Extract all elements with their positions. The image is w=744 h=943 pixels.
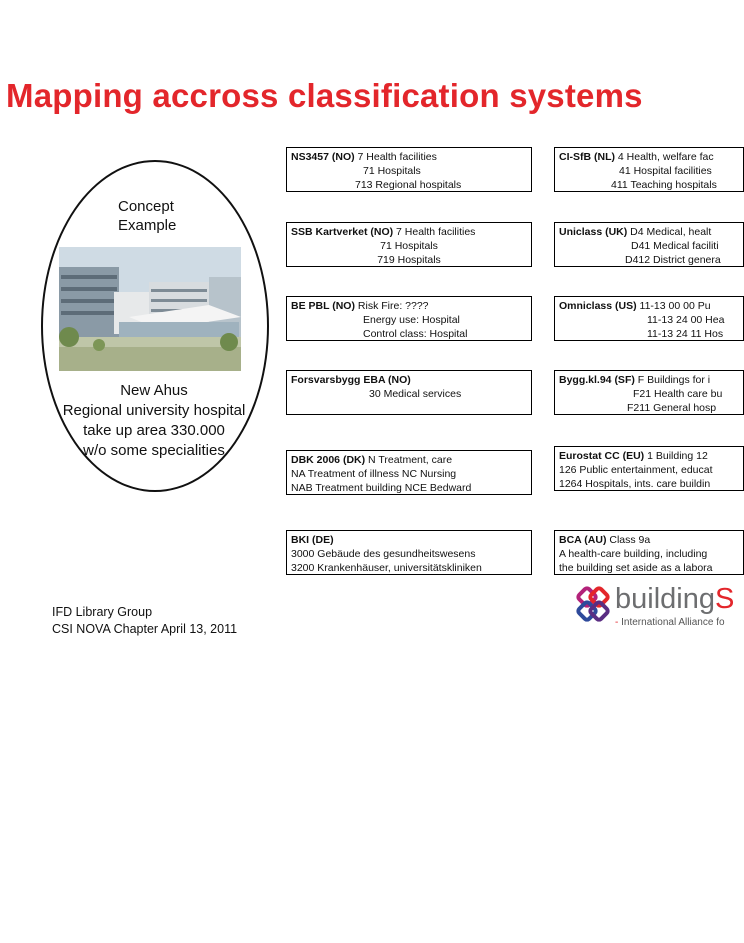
box-line2: A health-care building, including xyxy=(559,548,708,560)
classification-box-ci-sfb xyxy=(554,147,744,192)
footer-note xyxy=(52,604,237,638)
classification-box-forsvarsbygg-eba xyxy=(286,370,532,415)
classification-box-ssb-kartverket xyxy=(286,222,532,267)
footer-line1: IFD Library Group xyxy=(52,605,153,619)
box-line2: 41 Hospital facilities xyxy=(619,165,712,177)
box-line3: 3200 Krankenhäuser, universitätskliniken xyxy=(291,562,482,574)
box-line1-rest: 11-13 00 00 Pu xyxy=(636,300,711,312)
box-line3: D412 District genera xyxy=(625,254,721,266)
box-system-name: Omniclass (US) xyxy=(559,300,637,312)
box-line1-rest: 1 Building 12 xyxy=(644,450,708,462)
classification-box-bki xyxy=(286,530,532,575)
logo-tagline: International Alliance fo xyxy=(621,617,725,628)
box-line3: 1264 Hospitals, ints. care buildin xyxy=(559,478,711,490)
box-system-name: Eurostat CC (EU) xyxy=(559,450,645,462)
buildingsmart-logo-icon xyxy=(572,586,614,630)
box-system-name: DBK 2006 (DK) xyxy=(291,454,366,466)
box-line3: 713 Regional hospitals xyxy=(355,179,462,191)
concept-label-line1: Concept xyxy=(118,198,174,215)
box-system-name: Uniclass (UK) xyxy=(559,226,628,238)
box-system-name: BE PBL (NO) xyxy=(291,300,355,312)
caption-line1: New Ahus xyxy=(120,382,188,399)
box-line2: 30 Medical services xyxy=(369,388,462,400)
box-line2: 3000 Gebäude des gesundheitswesens xyxy=(291,548,476,560)
buildingsmart-tagline xyxy=(615,617,725,628)
classification-box-dbk-2006 xyxy=(286,450,532,495)
footer-line2: CSI NOVA Chapter April 13, 2011 xyxy=(52,622,238,636)
box-line1-rest: D4 Medical, healt xyxy=(627,226,712,238)
classification-box-bygg-kl-94 xyxy=(554,370,744,415)
box-line1-rest: Risk Fire: ???? xyxy=(354,300,429,312)
box-line1-rest: Class 9a xyxy=(606,534,651,546)
box-line3: NAB Treatment building NCE Bedward xyxy=(291,482,472,494)
box-line2: NA Treatment of illness NC Nursing xyxy=(291,468,457,480)
box-line3: the building set aside as a labora xyxy=(559,562,713,574)
hospital-building-image xyxy=(59,247,241,371)
box-line1-rest: 7 Health facilities xyxy=(354,151,437,163)
classification-box-be-pbl xyxy=(286,296,532,341)
box-line3: Control class: Hospital xyxy=(363,328,468,340)
box-line2: D41 Medical faciliti xyxy=(631,240,719,252)
caption-line3: take up area 330.000 xyxy=(83,422,225,439)
slide-title: Mapping accross classification systems xyxy=(6,77,643,114)
box-line2: F21 Health care bu xyxy=(633,388,723,400)
box-line3: F211 General hosp xyxy=(627,402,717,414)
box-system-name: BKI (DE) xyxy=(291,534,334,546)
box-line1-rest: F Buildings for i xyxy=(634,374,711,386)
box-system-name: NS3457 (NO) xyxy=(291,151,355,163)
box-line3: 411 Teaching hospitals xyxy=(611,179,717,191)
box-line2: Energy use: Hospital xyxy=(363,314,460,326)
classification-box-ns3457 xyxy=(286,147,532,192)
box-system-name: Forsvarsbygg EBA (NO) xyxy=(291,374,411,386)
logo-brand: building xyxy=(615,583,715,615)
caption-line2: Regional university hospital xyxy=(62,402,246,419)
box-line1-rest: N Treatment, care xyxy=(365,454,453,466)
buildingsmart-logo-text xyxy=(615,583,734,616)
concept-label-line2: Example xyxy=(118,217,177,234)
box-system-name: CI-SfB (NL) xyxy=(559,151,615,163)
box-line3: 11-13 24 11 Hos xyxy=(647,328,724,340)
box-line2: 71 Hospitals xyxy=(380,240,438,252)
box-system-name: BCA (AU) xyxy=(559,534,607,546)
box-line2: 11-13 24 00 Hea xyxy=(647,314,725,326)
box-line1-rest: 7 Health facilities xyxy=(393,226,476,238)
concept-label xyxy=(118,197,176,235)
building-caption xyxy=(44,381,264,461)
box-line2: 126 Public entertainment, educat xyxy=(559,464,713,476)
classification-box-bca xyxy=(554,530,744,575)
classification-box-eurostat-cc xyxy=(554,446,744,491)
box-system-name: Bygg.kl.94 (SF) xyxy=(559,374,635,386)
classification-box-uniclass xyxy=(554,222,744,267)
box-line3: 719 Hospitals xyxy=(377,254,441,266)
box-line1-rest: 4 Health, welfare fac xyxy=(615,151,714,163)
box-line2: 71 Hospitals xyxy=(363,165,421,177)
caption-line4: w/o some specialities xyxy=(83,442,225,459)
box-system-name: SSB Kartverket (NO) xyxy=(291,226,394,238)
logo-brand-accent: S xyxy=(714,583,735,615)
logo-tagline-prefix: - xyxy=(615,617,619,628)
classification-box-omniclass xyxy=(554,296,744,341)
